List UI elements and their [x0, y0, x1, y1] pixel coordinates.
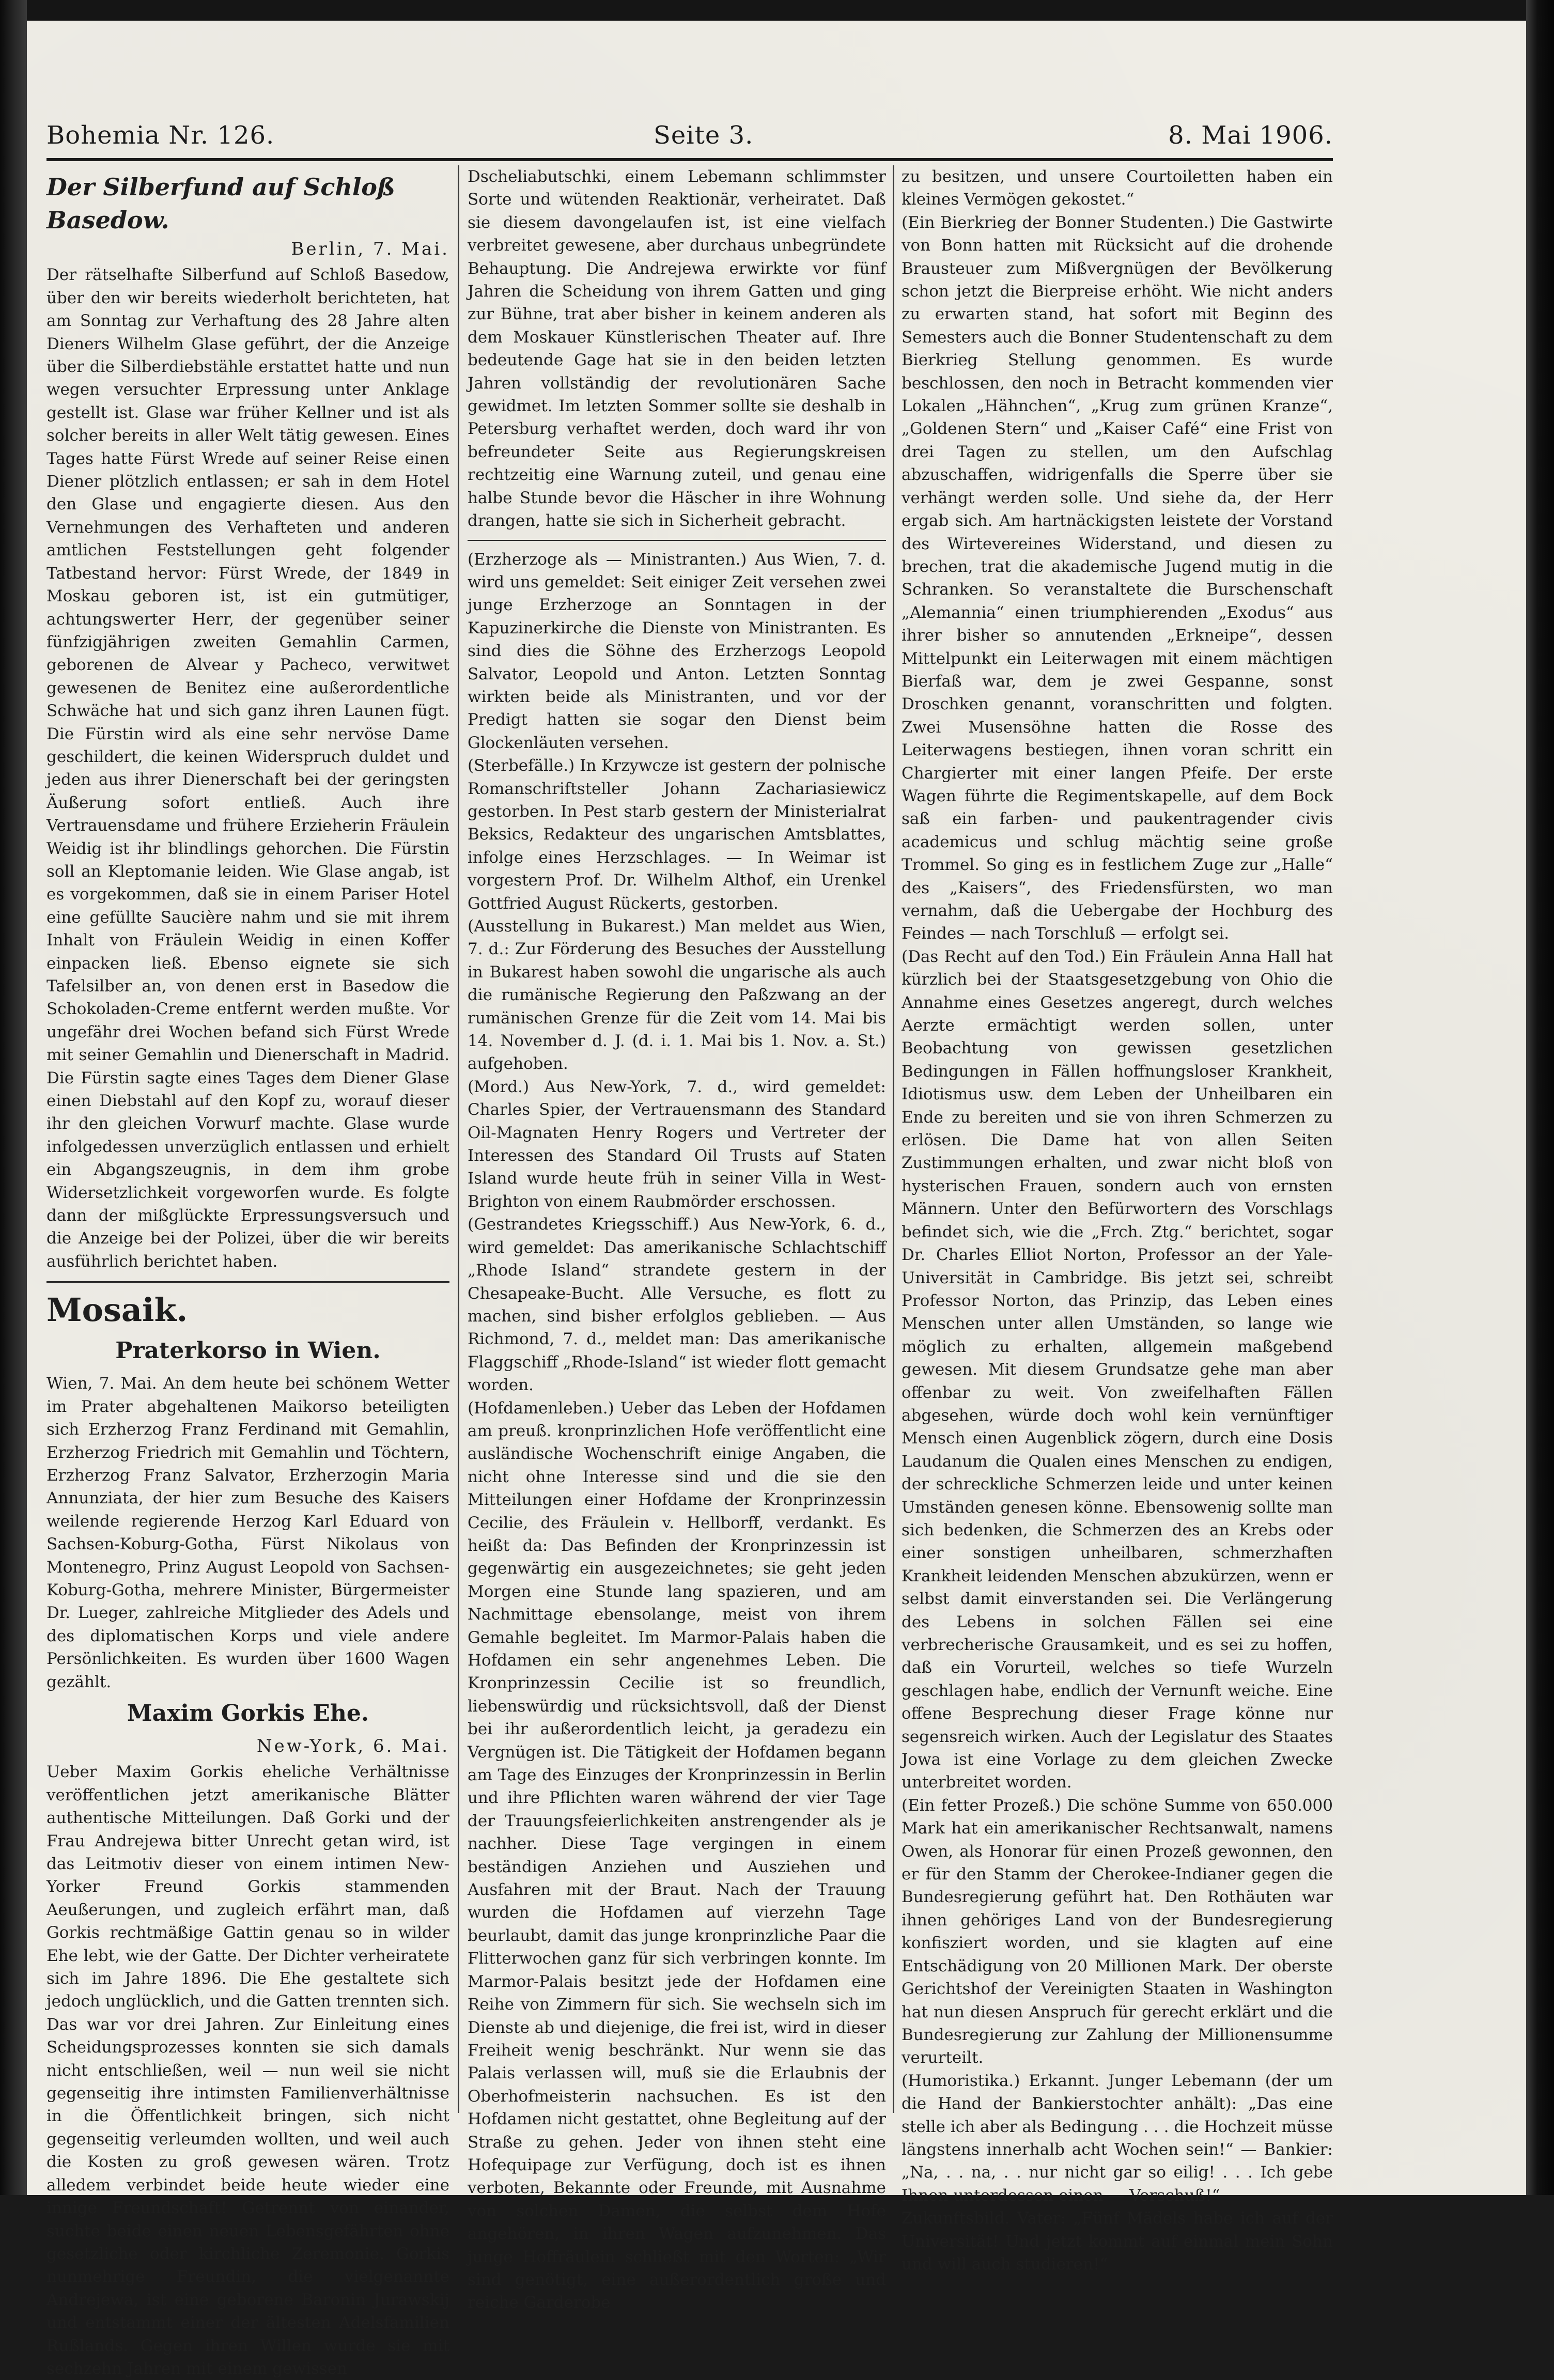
column-divider — [893, 165, 894, 2113]
column-1 — [46, 165, 449, 2378]
section-rule — [46, 1281, 449, 1283]
dateline: Berlin, 7. Mai. — [291, 239, 449, 259]
scan-border-left — [0, 0, 27, 2195]
scan-border-right — [1526, 0, 1554, 2195]
article-title-gorki: Maxim Gorkis Ehe. — [127, 1700, 369, 1726]
article-rule — [468, 540, 886, 541]
article-title-silberfund: Der Silberfund auf Schloß Basedow. — [46, 173, 395, 234]
newspaper-issue: Bohemia Nr. 126. — [46, 121, 275, 150]
column-3 — [902, 165, 1333, 2274]
page-number: Seite 3. — [654, 121, 754, 150]
article-body-gorki: Ueber Maxim Gorkis eheliche Verhältnisse veröffentlichen jetzt amerikanische Blätter authentische Mitteilungen. Daß Gorki und der Frau Andrejewa bitter Unrecht getan wird, ist das Leitmotiv dieser von einem intimen New-Yorker Freund Gorkis stammenden Aeußerungen, und zugleich erfährt man, daß Gorkis rechtmäßige Gattin genau so in wilder Ehe lebt, wie der Gatte. Der Dichter verheiratete sich im Jahre 1896. Die Ehe gestaltete sich jedoch unglücklich, und die Gatten trennten sich. Das war vor drei Jahren. Zur Einleitung eines Scheidungsprozesses konnten sie sich damals nicht entschließen, weil — nun weil sie nicht gegenseitig ihre intimsten Familienverhältnisse in die Öffentlichkeit bringen, sich nicht gegenseitig verleumden wollten, und weil auch die Kosten zu groß gewesen wären. Trotz alledem verbindet beide heute wieder eine innige Freundschaft! Getrennt von einander, suchte beide einen neuen Lebensgefährten ohne gesetzliche oder kirchliche Zeremonie. Gorkis nunmehrige Freundin, die vielgenannte Andrejewa, ist eine geborene Baronin Jurawskij und entstammt einer der ältesten Adelsfamilien Rußlands. Gegen ihren Willen wurde sie mit sechzehn Jahren mit einem gewissen — [46, 1763, 449, 2378]
news-items: (Erzherzoge als — Ministranten.) Aus Wien, 7. d. wird uns gemeldet: Seit einiger Zeit versehen zwei junge Erzherzoge an Sonntagen in der Kapuzinerkirche die Dienste von Ministranten. Es sind dies die Söhne des Erzherzogs Leopold Salvator, Leopold und Anton. Letzten Sonntag wirkten beide als Ministranten, und vor der Predigt hatten sie sogar den Dienst beim Glockenläuten versehen. (Sterbefälle.) In Krzywcze ist gestern der polnische Romanschriftsteller Johann Zachariasiewicz gestorben. In Pest starb gestern der Ministerialrat Beksics, Redakteur des ungarischen Amtsblattes, infolge eines Herzschlages. — In Weimar ist vorgestern Prof. Dr. Wilhelm Althof, ein Urenkel Gottfried August Rückerts, gestorben. (Ausstellung in Bukarest.) Man meldet aus Wien, 7. d.: Zur Förderung des Besuches der Ausstellung in Bukarest haben sowohl die ungarische als auch die rumänische Regierung den Paßzwang an der rumänischen Grenze für die Zeit vom 14. Mai bis 14. November d. J. (d. i. 1. Mai bis 1. Nov. a. St.) aufgehoben. (Mord.) Aus New-York, 7. d., wird gemeldet: Charles Spier, der Vertrauensmann des Standard Oil-Magnaten Henry Rogers und Vertreter der Interessen des Standard Oil Trusts auf Staten Island wurde heute früh in seiner Villa in West-Brighton von einem Raubmörder erschossen. (Gestrandetes Kriegsschiff.) Aus New-York, 6. d., wird gemeldet: Das amerikanische Schlachtschiff „Rhode Island“ strandete gestern in der Chesapeake-Bucht. Alle Versuche, es flott zu machen, sind bisher erfolglos geblieben. — Aus Richmond, 7. d., meldet man: Das amerikanische Flaggschiff „Rhode-Island“ ist wieder flott gemacht worden. (Hofdamenleben.) Ueber das Leben der Hofdamen am preuß. kronprinzlichen Hofe veröffentlicht eine ausländische Wochenschrift einige Angaben, die nicht ohne Interesse sind und die sie den Mitteilungen einer Hofdame der Kronprinzessin Cecilie, des Fräulein v. Hellborff, verdankt. Es heißt da: Das Befinden der Kronprinzessin ist gegenwärtig ein ausgezeichnetes; sie geht jeden Morgen eine Stunde lang spazieren, und am Nachmittage ebensolange, meist von ihrem Gemahle begleitet. Im Marmor-Palais haben die Hofdamen ein sehr angenehmes Leben. Die Kronprinzessin Cecilie ist so freundlich, liebenswürdig und rücksichtsvoll, daß der Dienst bei ihr außerordentlich leicht, ja geradezu ein Vergnügen ist. Die Tätigkeit der Hofdamen begann am Tage des Einzuges der Kronprinzessin in Berlin und ihre Pflichten waren während der vier Tage der Trauungsfeierlichkeiten anstrengender als je nachher. Diese Tage vergingen in einem beständigen Anziehen und Ausziehen und Ausfahren mit der Braut. Nach der Trauung wurden die Hofdamen auf vierzehn Tage beurlaubt, damit das junge kronprinzliche Paar die Flitterwochen ganz für sich verbringen konnte. Im Marmor-Palais besitzt jede der Hofdamen eine Reihe von Zimmern für sich. Sie wechseln sich im Dienste ab und diejenige, die frei ist, wird in dieser Freiheit wenig beschränkt. Nur wenn sie das Palais verlassen will, muß sie die Erlaubnis der Oberhofmeisterin nachsuchen. Es ist den Hofdamen nicht gestattet, ohne Begleitung auf der Straße zu gehen. Jeder von ihnen steht eine Hofequipage zur Verfügung, doch ist es ihnen verboten, Bekannte oder Freunde, mit Ausnahme von solchen Damen, die selbst dem Hofe angehören, in ihren Wagen aufzunehmen. Das junge Hoffräulein schließt mit den Worten: „Wir sind genötigt, eine außerordentlich große und reiche Garderobe — [468, 550, 886, 2312]
news-items: zu besitzen, und unsere Courtoiletten haben ein kleines Vermögen gekostet.“ (Ein Bierkrieg der Bonner Studenten.) Die Gastwirte von Bonn hatten mit Rücksicht auf die drohende Brausteuer zum Mißvergnügen der Bevölkerung schon jetzt die Bierpreise erhöht. Wie nicht anders zu erwarten stand, hat sofort mit Beginn des Semesters auch die Bonner Studentenschaft zu dem Bierkrieg Stellung genommen. Es wurde beschlossen, den noch in Betracht kommenden vier Lokalen „Hähnchen“, „Krug zum grünen Kranze“, „Goldenen Stern“ und „Kaiser Café“ eine Frist von drei Tagen zu stellen, um den Aufschlag abzuschaffen, widrigenfalls die Sperre über sie verhängt werden solle. Und siehe da, der Herr ergab sich. Am hartnäckigsten leistete der Vorstand des Wirtevereines Widerstand, und diesen zu brechen, trat die akademische Jugend mutig in die Schranken. So veranstaltete die Burschenschaft „Alemannia“ einen triumphierenden „Exodus“ aus ihrer bisher so annutenden „Erkneipe“, dessen Mittelpunkt ein Leiterwagen mit einem mächtigen Bierfaß war, dem je zwei Gespanne, sonst Droschken genannt, voranschritten und folgten. Zwei Musensöhne hatten die Rosse des Leiterwagens bestiegen, ihnen voran schritt ein Chargierter mit einer langen Pfeife. Der erste Wagen führte die Regimentskapelle, auf dem Bock saß ein farben- und paukentragender civis academicus und schlug mächtig seine große Trommel. So ging es in festlichem Zuge zur „Halle“ des „Kaisers“, des Friedensfürsten, wo man vernahm, daß die Uebergabe der Hochburg des Feindes — nach Torschluß — erfolgt sei. (Das Recht auf den Tod.) Ein Fräulein Anna Hall hat kürzlich bei der Staatsgesetzgebung von Ohio die Annahme eines Gesetzes angeregt, durch welches Aerzte ermächtigt werden sollen, unter Beobachtung von gewissen gesetzlichen Bedingungen in Fällen hoffnungsloser Krankheit, Idiotismus usw. dem Leben der Unheilbaren ein Ende zu bereiten und sie von ihren Schmerzen zu erlösen. Die Dame hat von allen Seiten Zustimmungen erhalten, und zwar nicht bloß von hysterischen Frauen, sondern auch von ernsten Männern. Unter den Befürwortern des Vorschlags befindet sich, wie die „Frch. Ztg.“ berichtet, sogar Dr. Charles Elliot Norton, Professor an der Yale-Universität in Cambridge. Bis jetzt sei, schreibt Professor Norton, das Prinzip, das Leben eines Menschen unter allen Umständen, so lange wie möglich zu erhalten, allgemein maßgebend gewesen. Mit diesem Grundsatze gehe man aber offenbar zu weit. Von zweifelhaften Fällen abgesehen, würde doch wohl kein vernünftiger Mensch einen Augenblick zögern, durch eine Dosis Laudanum die Qualen eines Menschen zu endigen, der schreckliche Schmerzen leide und unter keinen Umständen genesen könne. Ebensowenig sollte man sich bedenken, die Schmerzen des an Krebs oder einer sonstigen unheilbaren, schmerzhaften Krankheit leidenden Menschen abzukürzen, wenn er selbst damit einverstanden sei. Die Verlängerung des Lebens in solchen Fällen sei eine verbrecherische Grausamkeit, und es sei zu hoffen, daß ein Vorurteil, welches so tiefe Wurzeln geschlagen habe, endlich der Vernunft weiche. Eine offene Besprechung dieser Frage könne nur segensreich wirken. Auch der Legislatur des Staates Jowa ist eine Vorlage zu dem gleichen Zwecke unterbreitet worden. (Ein fetter Prozeß.) Die schöne Summe von 650.000 Mark hat ein amerikanischer Rechtsanwalt, namens Owen, als Honorar für einen Prozeß gewonnen, den er für den Stamm der Cherokee-Indianer gegen die Bundesregierung geführt hat. Den Rothäuten war ihnen gehöriges Land von der Bundesregierung konfisziert worden, und sie klagten auf eine Entschädigung von 20 Millionen Mark. Der oberste Gerichtshof der Vereinigten Staaten in Washington hat nun diesen Anspruch für gerecht erklärt und die Bundesregierung zur Zahlung der Millionensumme verurteilt. (Humoristika.) Erkannt. Junger Lebemann (der um die Hand der Bankierstochter anhält): „Das eine stelle ich aber als Bedingung . . . die Hochzeit müsse längstens innerhalb acht Wochen sein!“ — Bankier: „Na, . . na, . . nur nicht gar so eilig! . . . Ich gebe Ihnen unterdessen einen — Vorschuß!“ Zukunftsbild. Vater: „Fünf Mädels habe ich auf der Universität! Und jetzt kommt auf einmal mein Sohn und will auch studieren!“ — [902, 167, 1333, 2274]
issue-date: 8. Mai 1906. — [1168, 121, 1333, 150]
column-divider — [458, 165, 459, 2113]
column-2 — [468, 165, 886, 2312]
dateline: New-York, 6. Mai. — [256, 1735, 449, 1756]
page-header — [46, 118, 1333, 159]
scan-border-top — [0, 0, 1554, 21]
article-body-gorki-continued: Dscheliabutschki, einem Lebemann schlimmster Sorte und wütenden Reaktionär, verheiratet. Daß sie diesem davongelaufen ist, ist eine vielfach verbreitet gewesene, aber durchaus unbegründete Behauptung. Die Andrejewa erwirkte vor fünf Jahren die Scheidung von ihrem Gatten und ging zur Bühne, trat aber bisher in keinem anderen als dem Moskauer Künstlerischen Theater auf. Ihre bedeutende Gage hat sie in den beiden letzten Jahren vollständig der revolutionären Sache gewidmet. Im letzten Sommer sollte sie deshalb in Petersburg verhaftet werden, doch ward ihr von befreundeter Seite aus Regierungskreisen rechtzeitig eine Warnung zuteil, und genau eine halbe Stunde bevor die Häscher in ihre Wohnung drangen, hatte sie sich in Sicherheit gebracht. — [468, 167, 886, 531]
article-body-praterkorso: Wien, 7. Mai. An dem heute bei schönem Wetter im Prater abgehaltenen Maikorso beteiligten sich Erzherzog Franz Ferdinand mit Gemahlin, Erzherzog Friedrich mit Gemahlin und Töchtern, Erzherzog Franz Salvator, Erzherzogin Maria Annunziata, der hier zum Besuche des Kaisers weilende regierende Herzog Karl Eduard von Sachsen-Koburg-Gotha, Fürst Nikolaus von Montenegro, Prinz August Leopold von Sachsen-Koburg-Gotha, mehrere Minister, Bürgermeister Dr. Lueger, zahlreiche Mitglieder des Adels und des diplomatischen Korps und viele andere Persönlichkeiten. Es wurden über 1600 Wagen gezählt. — [46, 1374, 449, 1691]
section-title-mosaik: Mosaik. — [46, 1291, 188, 1329]
article-body-silberfund: Der rätselhafte Silberfund auf Schloß Basedow, über den wir bereits wiederholt berichteten, hat am Sonntag zur Verhaftung des 28 Jahre alten Dieners Wilhelm Glase geführt, der die Anzeige über die Silberdiebstähle erstattet hatte und nun wegen versuchter Erpressung unter Anklage gestellt ist. Glase war früher Kellner und ist als solcher bereits in aller Welt tätig gewesen. Eines Tages hatte Fürst Wrede auf seiner Reise einen Diener plötzlich entlassen; er sah in dem Hotel den Glase und engagierte diesen. Aus den Vernehmungen des Verhafteten und anderen amtlichen Feststellungen geht folgender Tatbestand hervor: Fürst Wrede, der 1849 in Moskau geboren ist, ist ein gutmütiger, achtungswerter Herr, der gegenüber seiner fünfzigjährigen zweiten Gemahlin Carmen, geborenen de Alvear y Pacheco, verwitwet gewesenen de Benitez eine außerordentliche Schwäche hat und sich ganz ihren Launen fügt. Die Fürstin wird als eine sehr nervöse Dame geschildert, die keinen Widerspruch duldet und jeden aus ihrer Dienerschaft bei der geringsten Äußerung sofort entließ. Auch ihre Vertrauensdame und frühere Erzieherin Fräulein Weidig ist ihr blindlings gehorchen. Die Fürstin soll an Kleptomanie leiden. Wie Glase angab, ist es vorgekommen, daß sie in einem Pariser Hotel eine gefüllte Saucière nahm und sie mit ihrem Inhalt von Fräulein Weidig in einen Koffer einpacken ließ. Ebenso eignete sie sich Tafelsilber an, von denen erst in Basedow die Schokoladen-Creme entfernt werden mußte. Vor ungefähr drei Wochen befand sich Fürst Wrede mit seiner Gemahlin und Dienerschaft in Madrid. Die Fürstin sagte eines Tages dem Diener Glase einen Diebstahl auf den Kopf zu, worauf dieser ihr den gleichen Vorwurf machte. Glase wurde infolgedessen unverzüglich entlassen und erhielt ein Abgangszeugnis, in dem ihm grobe Widersetzlichkeit vorgeworfen wurde. Es folgte dann der mißglückte Erpressungsversuch und die Anzeige bei der Polizei, über die wir bereits ausführlich berichtet haben. — [46, 266, 449, 1271]
article-title-praterkorso: Praterkorso in Wien. — [115, 1337, 381, 1364]
header-rule — [46, 158, 1333, 161]
